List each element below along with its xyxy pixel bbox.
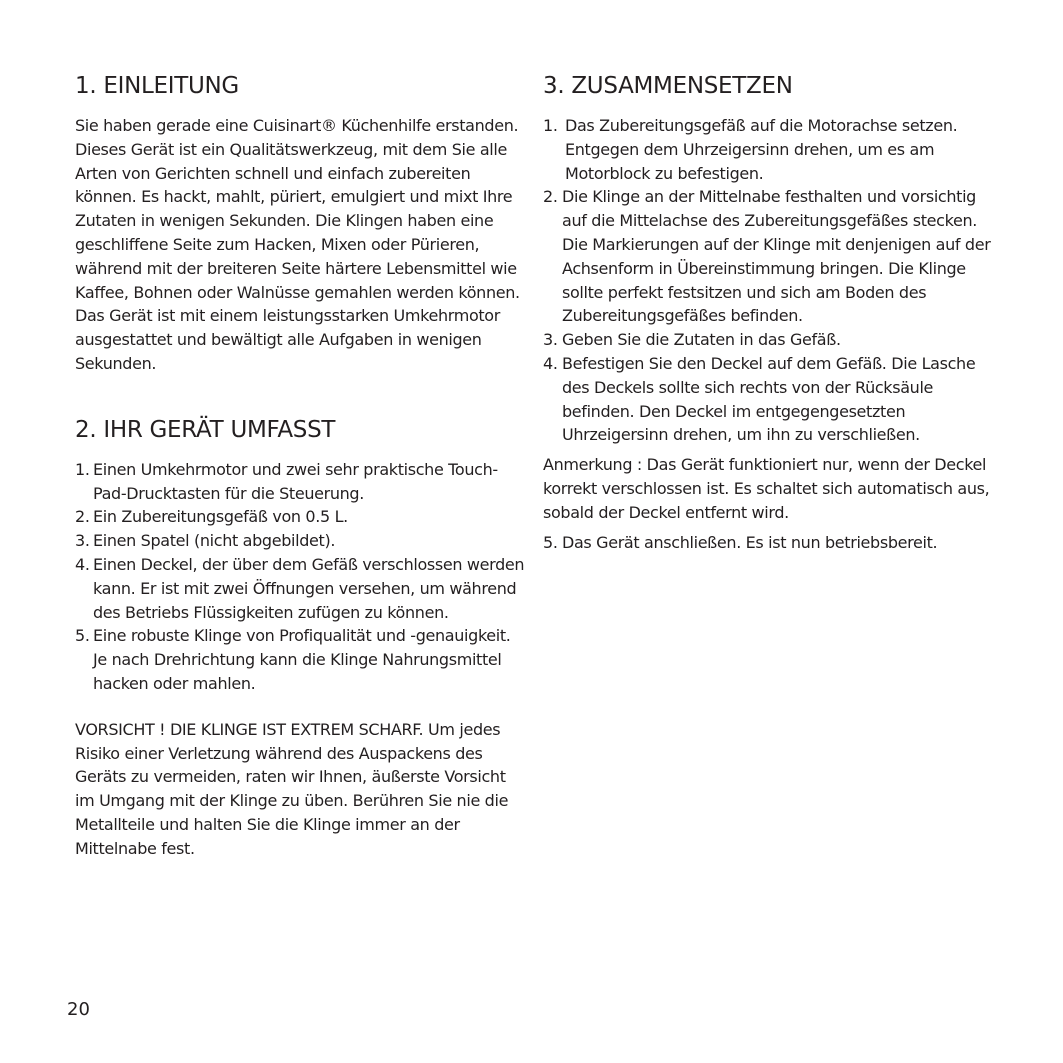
list-item-number: 1. (543, 116, 558, 135)
list-item-number: 5. (543, 532, 558, 552)
list-item (75, 553, 525, 624)
list-item-text: Ein Zubereitungsgefäß von 0.5 L. (93, 507, 348, 527)
list-item (75, 529, 525, 553)
section-3-final-step (543, 531, 993, 555)
list-item-number: 2. (543, 187, 558, 207)
list-item-number: 2. (75, 507, 90, 527)
list-item (543, 114, 993, 185)
list-item-text: Das Zubereitungsgefäß auf die Motorachse setzen. Entgegen dem Uhrzeigersinn drehen, um es am Motorblock zu befestigen. (565, 116, 958, 183)
list-item-text: Einen Spatel (nicht abgebildet). (93, 531, 336, 551)
section-2-title: 2. IHR GERÄT UMFASST (75, 416, 336, 443)
page-number: 20 (67, 999, 90, 1020)
list-item-number: 3. (75, 531, 90, 551)
list-item-number: 4. (75, 554, 90, 574)
list-item (75, 624, 525, 695)
list-item (543, 531, 993, 555)
list-item-number: 5. (75, 626, 90, 646)
section-3-steps (543, 114, 993, 447)
section-1-title: 1. EINLEITUNG (75, 73, 239, 99)
list-item-text: Geben Sie die Zutaten in das Gefäß. (562, 330, 841, 350)
list-item-number: 3. (543, 330, 558, 350)
right-column (543, 70, 993, 554)
section-3-title: 3. ZUSAMMENSETZEN (543, 73, 793, 99)
list-item (75, 505, 525, 529)
left-column (75, 70, 525, 861)
list-item-text: Die Klinge an der Mittelnabe festhalten und vorsichtig auf die Mittelachse des Zubereitungsgefäßes stecken. Die Markierungen auf der Klinge mit denjenigen auf der Achsenform in Übereinstimmung bringen. Die Klinge sollte perfekt festsitzen und sich am Boden des Zubereitungsgefäßes befinden. (562, 187, 991, 326)
list-item-text: Befestigen Sie den Deckel auf dem Gefäß. Die Lasche des Deckels sollte sich rechts von der Rücksäule befinden. Den Deckel im entgegengesetzten Uhrzeigersinn drehen, um ihn zu verschließen. (562, 353, 976, 445)
list-item-text: Einen Deckel, der über dem Gefäß verschlossen werden kann. Er ist mit zwei Öffnungen versehen, um während des Betriebs Flüssigkeiten zufügen zu können. (93, 554, 525, 622)
list-item-text: Das Gerät anschließen. Es ist nun betriebsbereit. (562, 532, 938, 552)
list-item-text: Eine robuste Klinge von Profiqualität und -genauigkeit. Je nach Drehrichtung kann die Klinge Nahrungsmittel hacken oder mahlen. (93, 626, 511, 693)
list-item-number: 4. (543, 353, 558, 373)
list-item-text: Einen Umkehrmotor und zwei sehr praktische Touch-Pad-Drucktasten für die Steuerung. (93, 459, 498, 503)
list-item (75, 458, 525, 506)
list-item (543, 328, 993, 352)
section-2-list (75, 458, 525, 696)
list-item (543, 185, 993, 328)
section-1-paragraph: Sie haben gerade eine Cuisinart® Küchenhilfe erstanden. Dieses Gerät ist ein Qualitätswerkzeug, mit dem Sie alle Arten von Gerichten schnell und einfach zubereiten können. Es hackt, mahlt, püriert, emulgiert und mixt Ihre Zutaten in wenigen Sekunden. Die Klingen haben eine geschliffene Seite zum Hacken, Mixen oder Pürieren, während mit der breiteren Seite härtere Lebensmittel wie Kaffee, Bohnen oder Walnüsse gemahlen werden können. Das Gerät ist mit einem leistungsstarken Umkehrmotor ausgestattet und bewältigt alle Aufgaben in wenigen Sekunden. (75, 116, 520, 373)
list-item (543, 352, 993, 447)
note-paragraph: Anmerkung : Das Gerät funktioniert nur, wenn der Deckel korrekt verschlossen ist. Es schaltet sich automatisch aus, sobald der Deckel entfernt wird. (543, 455, 990, 522)
list-item-number: 1. (75, 459, 90, 479)
warning-paragraph: VORSICHT ! DIE KLINGE IST EXTREM SCHARF. Um jedes Risiko einer Verletzung während des Auspackens des Geräts zu vermeiden, raten wir Ihnen, äußerste Vorsicht im Umgang mit der Klinge zu üben. Berühren Sie nie die Metallteile und halten Sie die Klinge immer an der Mittelnabe fest. (75, 719, 509, 858)
